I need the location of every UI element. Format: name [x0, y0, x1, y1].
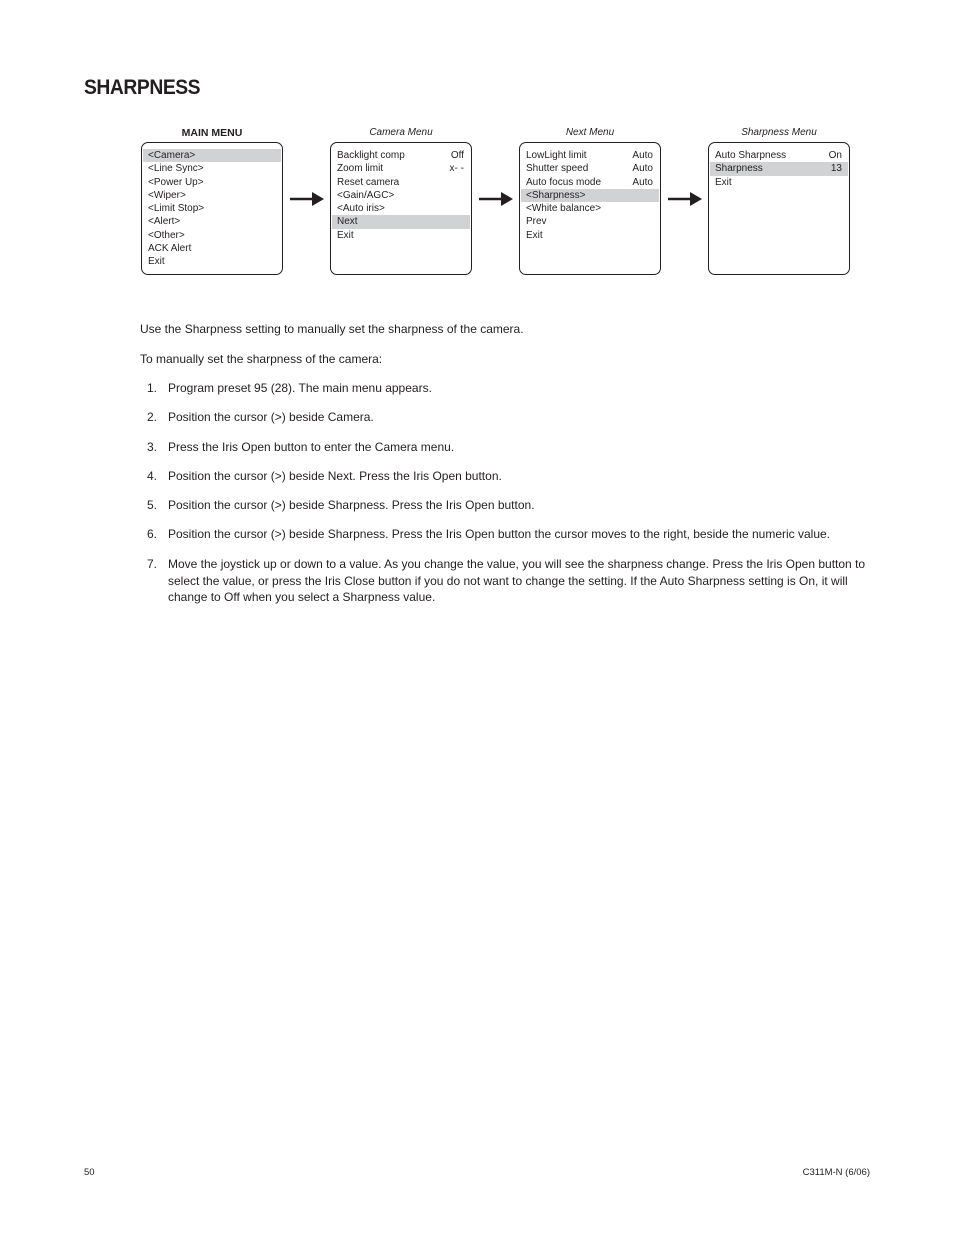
menu-row-auto-focus-mode: Auto focus mode Auto — [526, 176, 653, 188]
document-code: C311M-N (6/06) — [802, 1167, 870, 1178]
step-item: 6. Position the cursor (>) beside Sharpness. Press the Iris Open button the cursor moves to the right, beside the numeric value. — [147, 527, 831, 541]
sharpness-menu-box — [708, 142, 850, 275]
camera-menu-box — [330, 142, 472, 275]
next-menu-box — [519, 142, 661, 275]
menu-row-line-sync: <Line Sync> — [148, 163, 204, 175]
menu-row-backlight-comp: Backlight comp Off — [337, 150, 464, 161]
step-item: 7. Move the joystick up or down to a value. As you change the value, you will see the sharpness change. Press the Iris Open button to select the value, or press the Iris Close button if you do not want to change the setting. If the Auto Sharpness setting is On, it will change to Off when you select a Sharpness value. — [147, 557, 866, 604]
step-item: 2. Position the cursor (>) beside Camera. — [147, 410, 374, 424]
menu-row-exit: Exit — [148, 256, 165, 268]
menu-row-auto-iris: <Auto iris> — [337, 203, 385, 215]
step-item: 4. Position the cursor (>) beside Next. Press the Iris Open button. — [147, 469, 502, 483]
menu-row-exit: Exit — [715, 176, 732, 188]
menu-row-gain-agc: <Gain/AGC> — [337, 189, 395, 201]
camera-menu-caption: Camera Menu — [369, 127, 433, 138]
page-title: SHARPNESS — [84, 76, 201, 99]
menu-row-exit: Exit — [337, 229, 354, 241]
right-arrow-icon — [479, 191, 513, 207]
menu-row-limit-stop: <Limit Stop> — [148, 203, 205, 215]
menu-row-camera: <Camera> — [143, 149, 281, 162]
intro-paragraph: Use the Sharpness setting to manually set the sharpness of the camera. — [140, 322, 524, 336]
menu-row-auto-sharpness: Auto Sharpness On — [715, 150, 842, 161]
menu-row-other: <Other> — [148, 229, 185, 241]
menu-row-power-up: <Power Up> — [148, 176, 204, 188]
menu-row-lowlight-limit: LowLight limit Auto — [526, 150, 653, 161]
main-menu-box — [141, 142, 283, 275]
menu-row-sharpness: <Sharpness> — [521, 189, 659, 202]
menu-row-zoom-limit: Zoom limit x- - — [337, 163, 464, 175]
next-menu-caption: Next Menu — [565, 127, 615, 138]
menu-row-wiper: <Wiper> — [148, 189, 186, 201]
menu-row-sharpness-value: Sharpness 13 — [710, 162, 848, 175]
sharpness-menu-caption: Sharpness Menu — [741, 127, 817, 138]
main-menu-caption: MAIN MENU — [181, 127, 243, 139]
step-item: 1. Program preset 95 (28). The main menu appears. — [147, 381, 432, 395]
menu-row-prev: Prev — [526, 216, 547, 228]
menu-row-exit: Exit — [526, 229, 543, 241]
right-arrow-icon — [290, 191, 324, 207]
menu-row-next: Next — [332, 215, 470, 228]
lead-paragraph: To manually set the sharpness of the camera: — [140, 352, 383, 366]
menu-row-white-balance: <White balance> — [526, 203, 602, 215]
menu-row-alert: <Alert> — [148, 216, 181, 228]
menu-row-ack-alert: ACK Alert — [148, 243, 192, 255]
page-number: 50 — [84, 1167, 95, 1178]
right-arrow-icon — [668, 191, 702, 207]
menu-row-reset-camera: Reset camera — [337, 176, 400, 188]
step-item: 3. Press the Iris Open button to enter the Camera menu. — [147, 440, 455, 454]
step-item: 5. Position the cursor (>) beside Sharpness. Press the Iris Open button. — [147, 498, 535, 512]
menu-row-shutter-speed: Shutter speed Auto — [526, 163, 653, 175]
